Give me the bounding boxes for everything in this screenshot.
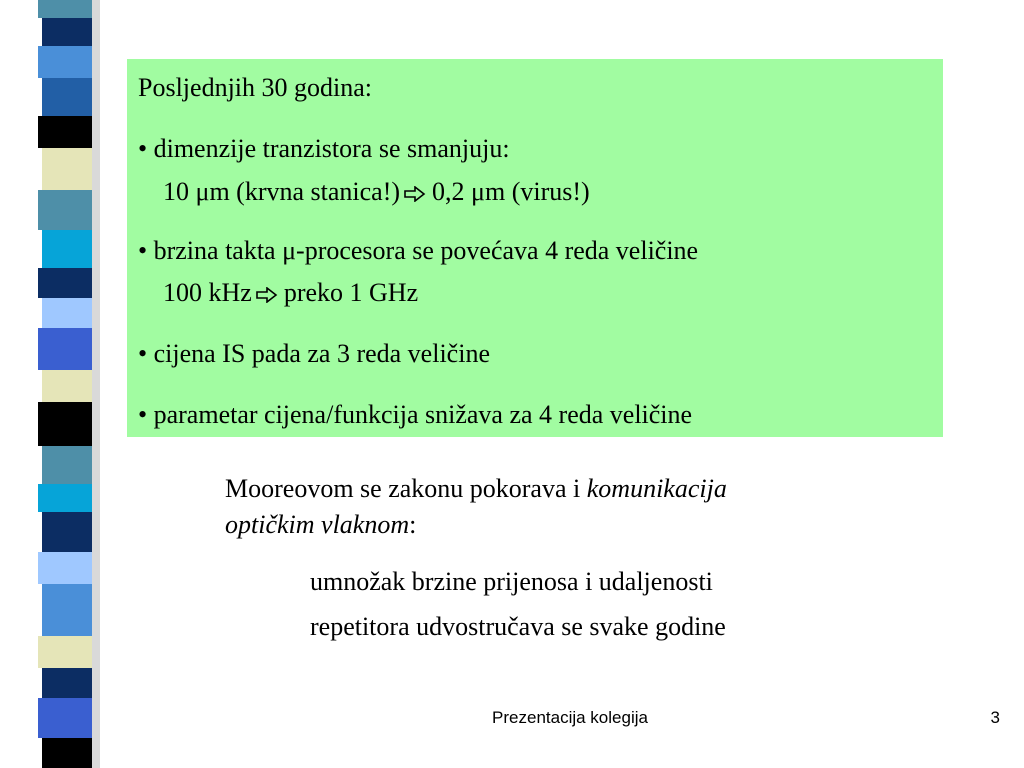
stripe-segment (38, 636, 92, 668)
stripe-segment (38, 190, 92, 230)
transistor-size-to: 0,2 μm (virus!) (432, 177, 590, 206)
stripe-segment (38, 116, 92, 148)
footer-title: Prezentacija kolegija (492, 708, 648, 727)
stripe-segment (38, 0, 92, 18)
bullet-price-function: • parametar cijena/funkcija snižava za 4 reda veličine (138, 400, 693, 429)
box-heading: Posljednjih 30 godina: (138, 73, 372, 102)
stripe-segment (38, 328, 92, 370)
stripe-segment (42, 230, 92, 268)
stripe-segment (42, 18, 92, 46)
moore-law-line-2 (225, 510, 416, 540)
stripe-segment (42, 78, 92, 116)
bullet-transistor-size: • dimenzije tranzistora se smanjuju: (138, 134, 510, 163)
moore-law-line-1 (225, 474, 727, 504)
stripe-segment (42, 738, 92, 768)
stripe-shadow-edge (92, 0, 100, 768)
transistor-size-detail (163, 177, 590, 209)
page-number: 3 (990, 708, 1000, 727)
stripe-segment (42, 512, 92, 552)
clock-speed-from: 100 kHz (163, 278, 252, 307)
clock-speed-detail (163, 278, 418, 310)
stripe-segment (38, 268, 92, 298)
bullet-ic-price: • cijena IS pada za 3 reda veličine (138, 339, 490, 368)
product-statement-line-1: umnožak brzine prijenosa i udaljenosti (310, 567, 713, 596)
bullet-clock-speed: • brzina takta μ-procesora se povećava 4 reda veličine (138, 236, 699, 265)
right-arrow-icon (404, 179, 426, 209)
moore-law-colon: : (409, 510, 417, 539)
stripe-segment (42, 370, 92, 402)
right-arrow-icon (256, 280, 278, 310)
clock-speed-to: preko 1 GHz (283, 278, 419, 307)
decorative-stripe-band (0, 0, 118, 768)
stripe-segment (38, 484, 92, 512)
stripe-segment (42, 584, 92, 636)
stripe-segment (38, 46, 92, 78)
stripe-segment (42, 298, 92, 328)
stripe-segment (42, 668, 92, 698)
product-statement-line-2: repetitora udvostručava se svake godine (310, 612, 726, 641)
moore-law-text: Mooreovom se zakonu pokorava i (225, 474, 587, 503)
stripe-segment (38, 552, 92, 584)
stripe-segment (42, 148, 92, 190)
stripe-segment (42, 446, 92, 484)
moore-law-emphasis-2: optičkim vlaknom (225, 510, 410, 539)
stripe-segment (38, 698, 92, 738)
transistor-size-from: 10 μm (krvna stanica!) (163, 177, 401, 206)
moore-law-emphasis: komunikacija (586, 474, 727, 503)
stripe-segment (38, 402, 92, 446)
